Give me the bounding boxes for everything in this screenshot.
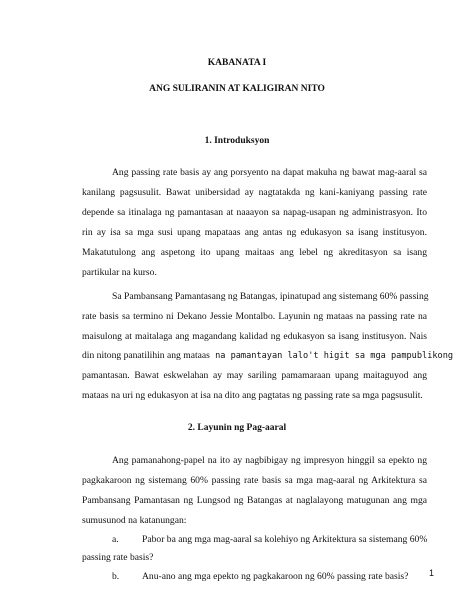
para3-line: Ang pamanahong-papel na ito ay nagbibigay ng impresyon hinggil sa epekto ng	[112, 455, 427, 466]
page-number: 1	[428, 568, 434, 578]
para3-line: sumusunod na katanungan:	[82, 515, 187, 526]
list-marker: b.	[112, 571, 120, 582]
para2-text: din nitong panatilihin ang mataas	[82, 350, 210, 361]
chapter-title: ANG SULIRANIN AT KALIGIRAN NITO	[149, 84, 325, 94]
para3-line: pagkakaroon ng sistemang 60% passing rate basis sa mga mag-aaral ng Arkitektura sa	[82, 475, 427, 486]
para1-line: Ang passing rate basis ay ang porsyento na dapat makuha ng bawat mag-aaral sa	[112, 167, 427, 178]
list-marker: a.	[112, 534, 119, 545]
section-1-title: 1. Introduksyon	[204, 136, 270, 146]
para2-text-alt-font: na pamantayan lalo't higit sa mga pampublikong	[209, 351, 454, 361]
para2-line	[82, 350, 453, 362]
list-item-text: Pabor ba ang mga mag-aaral sa kolehiyo ng Arkitektura sa sistemang 60%	[142, 534, 428, 545]
para3-line: Pambansang Pamantasan ng Lungsod ng Batangas at naglalayong matugunan ang mga	[82, 495, 427, 506]
para2-line: mataas na uri ng edukasyon at isa na dito ang pagtatas ng passing rate sa mga pagsusulit.	[82, 390, 423, 401]
list-item-text: passing rate basis?	[82, 552, 154, 563]
chapter-label: KABANATA I	[207, 58, 267, 68]
para2-line: maisulong at maitalaga ang magandang kalidad ng edukasyon sa isang institusyon. Nais	[82, 331, 427, 342]
para1-line: Makatutulong ang aspetong ito upang maitaas ang lebel ng akreditasyon sa isang	[82, 247, 427, 258]
para2-line: pamantasan. Bawat eskwelahan ay may sariling pamamaraan upang maitaguyod ang	[82, 370, 427, 381]
para1-line: kanilang pagsusulit. Bawat unibersidad ay nagtatakda ng kani-kaniyang passing rate	[82, 187, 427, 198]
para1-line: partikular na kurso.	[82, 267, 157, 278]
para1-line: rin ay isa sa mga susi upang mapataas ang antas ng edukasyon sa isang institusyon.	[82, 227, 427, 238]
para2-line: Sa Pambansang Pamantasang ng Batangas, ipinatupad ang sistemang 60% passing	[112, 291, 429, 302]
section-2-title: 2. Layunin ng Pag-aaral	[187, 423, 287, 433]
list-item-text: Anu-ano ang mga epekto ng pagkakaroon ng 60% passing rate basis?	[142, 571, 409, 582]
para2-line: rate basis sa termino ni Dekano Jessie Montalbo. Layunin ng mataas na passing rate na	[82, 311, 427, 322]
para1-line: depende sa itinalaga ng pamantasan at naaayon sa napag-usapan ng administrasyon. Ito	[82, 207, 427, 218]
